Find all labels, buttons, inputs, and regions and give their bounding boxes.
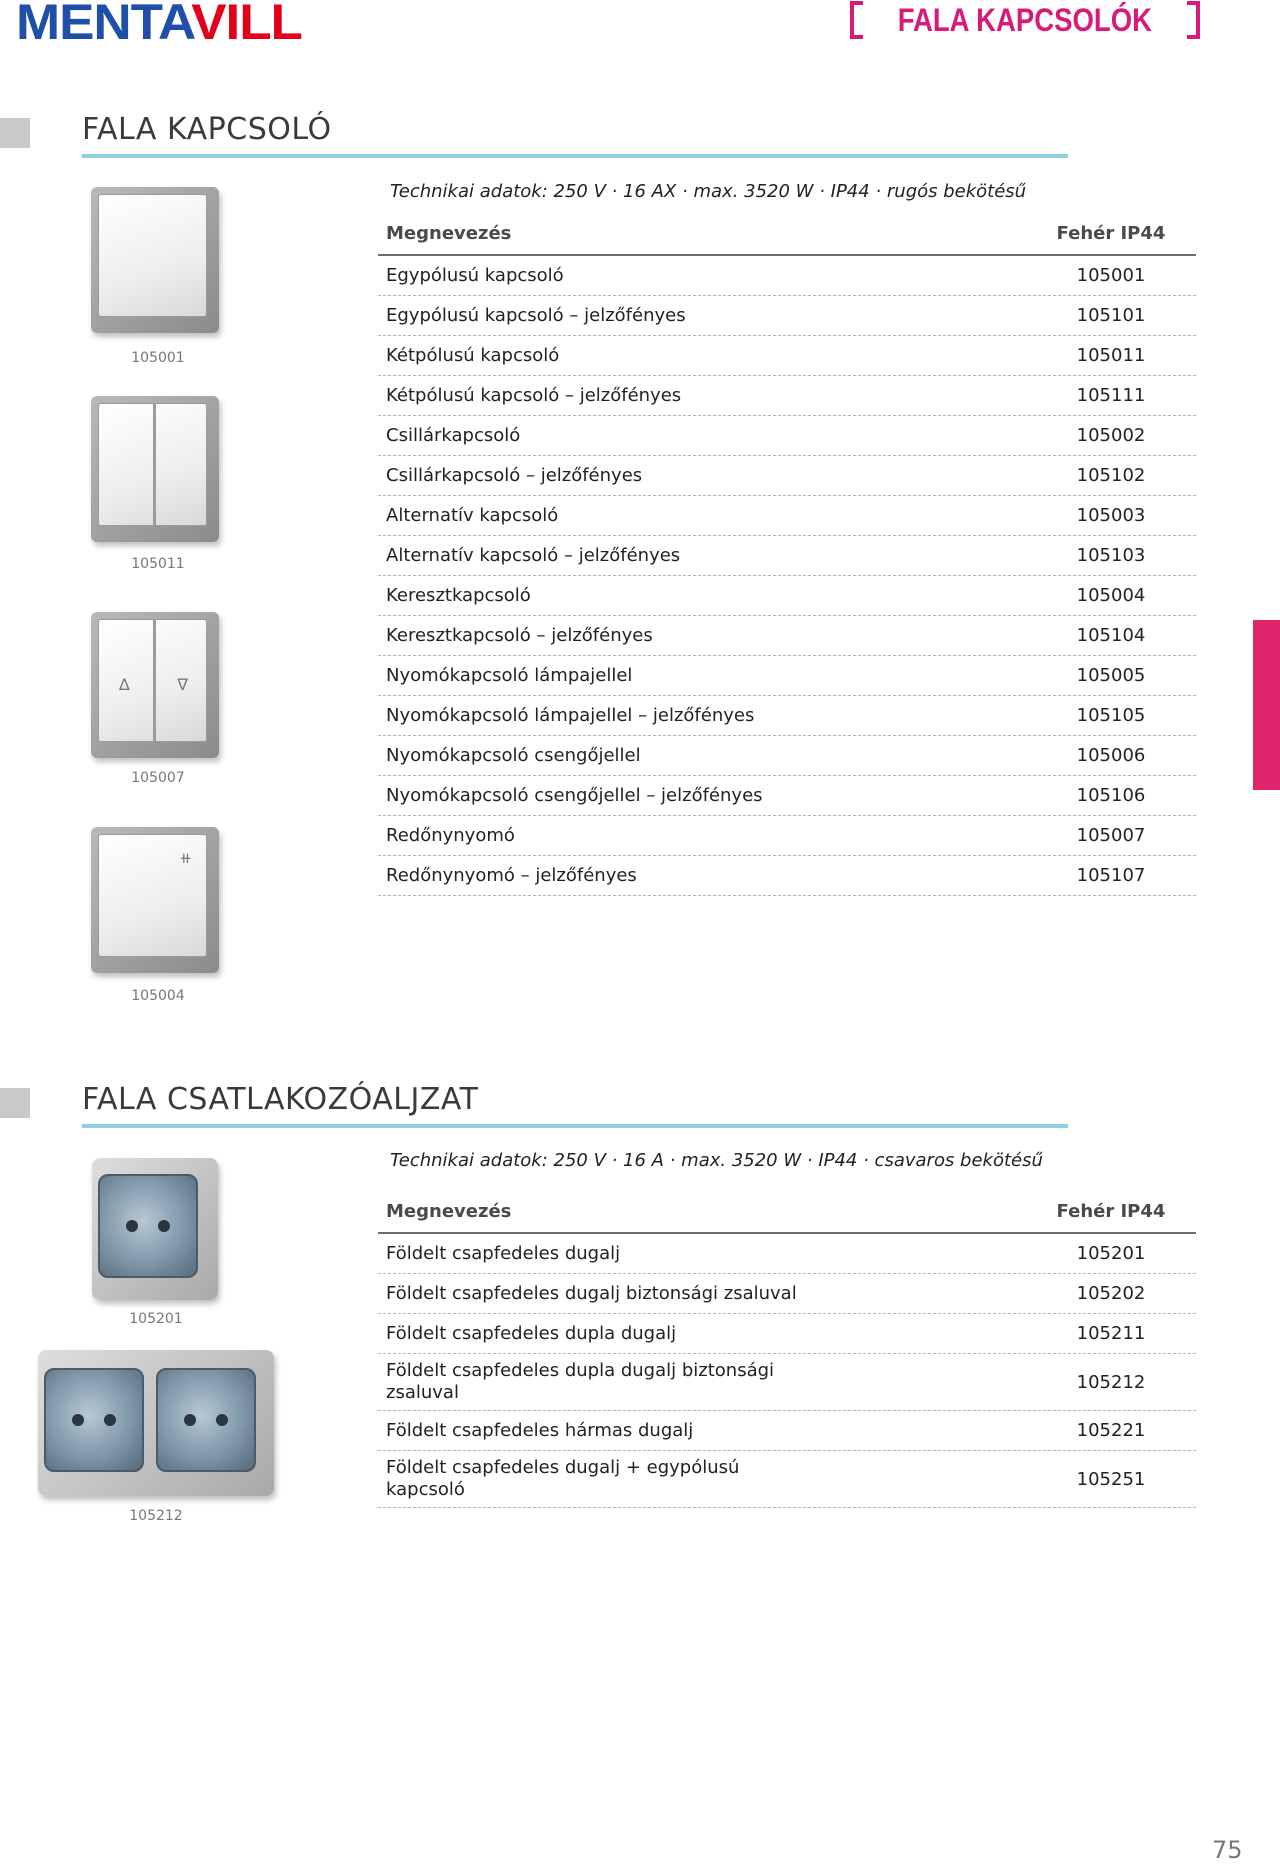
product-code: 105006 [1076,745,1146,766]
image-caption: 105201 [129,1311,183,1327]
switch-image-cross [91,827,219,973]
table-row [378,816,1196,856]
technical-data: Technikai adatok: 250 V · 16 A · max. 3520 W · IP44 · csavaros bekötésű [390,1150,1043,1171]
table-body [378,256,1196,896]
table-header [378,1190,1196,1234]
product-code: 105212 [1076,1371,1146,1393]
table-row [378,1354,1196,1411]
product-code: 105111 [1076,385,1146,406]
category-header [850,0,1200,40]
product-code: 105201 [1076,1243,1146,1264]
table-row [378,256,1196,296]
table-row [378,296,1196,336]
table-row [378,736,1196,776]
table-row [378,336,1196,376]
product-name: Nyomókapcsoló lámpajellel – jelzőfényes [386,704,755,726]
table-row [378,656,1196,696]
table-row [378,616,1196,656]
product-name: Alternatív kapcsoló – jelzőfényes [386,544,681,566]
product-code: 105105 [1076,705,1146,726]
cross-symbol-icon: ⧺ [179,849,192,867]
category-title: FALA KAPCSOLÓK [897,1,1153,38]
product-code: 105101 [1076,305,1146,326]
table-row [378,1274,1196,1314]
section-marker [0,1088,30,1118]
switch-image-single [91,187,219,333]
table-row [378,1451,1196,1508]
product-code: 105202 [1076,1283,1146,1304]
switch-image-double [91,396,219,542]
product-name: Földelt csapfedeles dupla dugalj [386,1322,677,1344]
table-body [378,1234,1196,1508]
table-row [378,1234,1196,1274]
page-number: 75 [1212,1836,1243,1864]
table-row [378,496,1196,536]
product-code: 105001 [1076,265,1146,286]
product-code: 105002 [1076,425,1146,446]
product-name: Nyomókapcsoló csengőjellel – jelzőfényes [386,784,763,806]
product-name: Kétpólusú kapcsoló [386,344,560,366]
bracket-right [1187,1,1200,39]
product-name: Földelt csapfedeles dupla dugalj biztonsági zsaluval [386,1360,775,1403]
product-code: 105011 [1076,345,1146,366]
image-caption: 105001 [131,350,185,366]
product-code: 105102 [1076,465,1146,486]
arrow-down-icon: ∇ [177,675,188,694]
bracket-left [850,1,863,39]
table-row [378,856,1196,896]
arrow-up-icon: ∆ [119,675,130,694]
product-name: Alternatív kapcsoló [386,504,559,526]
product-name: Egypólusú kapcsoló – jelzőfényes [386,304,686,326]
product-name: Kétpólusú kapcsoló – jelzőfényes [386,384,682,406]
logo-part-1: MENTA [16,0,192,50]
switch-image-shutter [91,612,219,758]
product-code: 105103 [1076,545,1146,566]
table-row [378,416,1196,456]
product-code: 105221 [1076,1420,1146,1441]
image-caption: 105011 [131,556,185,572]
product-name: Nyomókapcsoló csengőjellel [386,744,641,766]
product-code: 105005 [1076,665,1146,686]
product-name: Földelt csapfedeles dugalj [386,1242,621,1264]
product-table [378,212,1196,896]
socket-image-single [92,1158,218,1300]
table-row [378,696,1196,736]
table-row [378,1314,1196,1354]
table-row [378,1411,1196,1451]
product-name: Redőnynyomó [386,824,515,846]
table-row [378,776,1196,816]
side-tab-marker [1253,620,1280,790]
image-caption: 105004 [131,988,185,1004]
product-code: 105211 [1076,1323,1146,1344]
product-name: Csillárkapcsoló – jelzőfényes [386,464,643,486]
product-table [378,1190,1196,1508]
image-caption: 105212 [129,1508,183,1524]
image-caption: 105007 [131,770,185,786]
product-code: 105107 [1076,865,1146,886]
product-name: Egypólusú kapcsoló [386,264,564,286]
table-row [378,576,1196,616]
product-name: Csillárkapcsoló [386,424,521,446]
product-code: 105004 [1076,585,1146,606]
logo-part-2: VILL [191,0,302,50]
product-name: Redőnynyomó – jelzőfényes [386,864,637,886]
section-title: FALA KAPCSOLÓ [82,112,332,147]
product-name: Keresztkapcsoló – jelzőfényes [386,624,653,646]
column-header-name: Megnevezés [386,223,512,244]
product-name: Földelt csapfedeles dugalj biztonsági zsaluval [386,1282,797,1304]
product-code: 105106 [1076,785,1146,806]
product-code: 105007 [1076,825,1146,846]
section-rule [82,154,1068,158]
product-name: Keresztkapcsoló [386,584,531,606]
product-code: 105251 [1076,1468,1146,1490]
section-rule [82,1124,1068,1128]
product-name: Nyomókapcsoló lámpajellel [386,664,633,686]
column-header-code: Fehér IP44 [1056,1201,1166,1222]
technical-data: Technikai adatok: 250 V · 16 AX · max. 3520 W · IP44 · rugós bekötésű [390,181,1027,202]
column-header-name: Megnevezés [386,1201,512,1222]
socket-image-double [38,1350,274,1496]
table-row [378,376,1196,416]
table-header [378,212,1196,256]
brand-logo [16,0,302,50]
column-header-code: Fehér IP44 [1056,223,1166,244]
product-code: 105003 [1076,505,1146,526]
section-title: FALA CSATLAKOZÓALJZAT [82,1082,479,1117]
table-row [378,456,1196,496]
product-name: Földelt csapfedeles dugalj + egypólusú kapcsoló [386,1457,740,1500]
product-code: 105104 [1076,625,1146,646]
product-name: Földelt csapfedeles hármas dugalj [386,1419,694,1441]
table-row [378,536,1196,576]
section-marker [0,118,30,148]
